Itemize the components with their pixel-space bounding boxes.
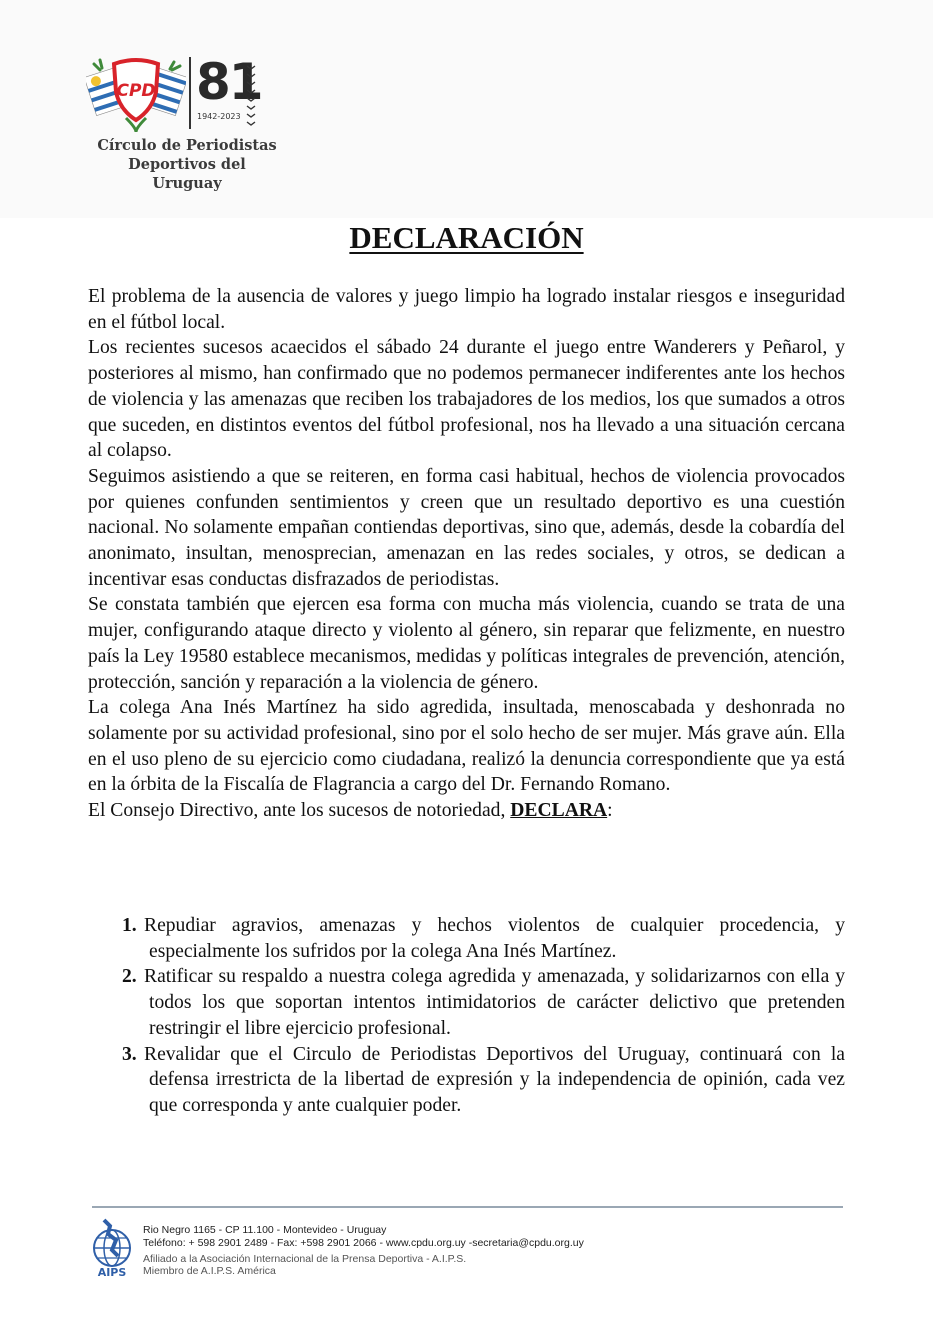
declaration-number: 1. [122, 915, 137, 936]
organization-name-line1: Círculo de Periodistas [97, 137, 277, 154]
aips-globe-icon [88, 1216, 136, 1278]
footer-contact-line: Teléfono: + 598 2901 2489 - Fax: +598 2901 2066 - www.cpdu.org.uy -secretaria@cpdu.org.uy [143, 1236, 584, 1249]
footer-divider [92, 1206, 843, 1208]
aips-logo-text: AIPS [97, 1266, 127, 1278]
document-body [88, 284, 845, 824]
declaration-item [122, 964, 845, 1041]
organization-name [92, 136, 282, 193]
declarations-list [122, 913, 845, 1119]
declaration-item [122, 913, 845, 964]
organization-name-line2: Deportivos del Uruguay [128, 156, 246, 192]
anniversary-years: 1942-2023 [197, 112, 241, 121]
declara-keyword: DECLARA [510, 800, 608, 822]
declara-intro: El Consejo Directivo, ante los sucesos de notoriedad, [88, 800, 511, 822]
logo-divider [189, 57, 191, 129]
declara-intro-paragraph [88, 798, 845, 824]
footer-affiliation: Afiliado a la Asociación Internacional de la Prensa Deportiva - A.I.P.S. [143, 1252, 467, 1265]
footer-address: Rio Negro 1165 - CP 11.100 - Montevideo - Uruguay [143, 1224, 387, 1236]
paragraph: Se constata también que ejercen esa forma con mucha más violencia, cuando se trata de una mujer, configurando ataque directo y violento al género, sin reparar que felizmente, en nuestro país la Ley 19580 establece mecanismos, medidas y políticas integrales de prevención, atención, protección, sanción y reparación a la violencia de género. [88, 594, 845, 693]
cpdu-logo [86, 52, 277, 192]
declaration-number: 2. [122, 966, 137, 988]
footer-membership: Miembro de A.I.P.S. América [143, 1265, 276, 1278]
footer-contact [143, 1224, 584, 1278]
declaration-text: Ratificar su respaldo a nuestra colega agredida y amenazada, y solidarizarnos con ella y todos los que soportan intentos intimidatorios de carácter delictivo que pretenden restringir el libre ejercicio profesional. [144, 966, 845, 1039]
document-title: DECLARACIÓN [349, 220, 584, 255]
declaration-text: Repudiar agravios, amenazas y hechos violentos de cualquier procedencia, y especialmente los sufridos por la colega Ana Inés Martínez. [144, 915, 845, 962]
declaration-text: Revalidar que el Circulo de Periodistas Deportivos del Uruguay, continuará con la defensa irrestricta de la libertad de expresión y la independencia de opinión, cada vez que corresponda y ante cualquier poder. [144, 1043, 845, 1116]
paragraph: El problema de la ausencia de valores y juego limpio ha logrado instalar riesgos e inseguridad en el fútbol local. [88, 286, 845, 333]
crest-icon [86, 52, 186, 132]
paragraph: Los recientes sucesos acaecidos el sábado 24 durante el juego entre Wanderers y Peñarol, y posteriores al mismo, han confirmado que no podemos permanecer indiferentes ante los hechos de violencia y las amenazas que reciben los trabajadores de los medios, los que sumados a otros que suceden, en distintos eventos del fútbol profesional, nos ha llevado a una situación cercana al colapso. [88, 337, 845, 462]
paragraph: La colega Ana Inés Martínez ha sido agredida, insultada, menoscabada y deshonrada no solamente por su actividad profesional, sino por el solo hecho de ser mujer. Más grave aún. Ella en el uso pleno de su ejercicio como ciudadana, realizó la denuncia correspondiente que ya está en la órbita de la Fiscalía de Flagrancia a cargo del Dr. Fernando Romano. [88, 697, 845, 796]
declaration-item [122, 1042, 845, 1119]
declara-colon: : [607, 800, 613, 822]
declaration-number: 3. [122, 1043, 137, 1065]
anniversary-number: 81 [196, 53, 262, 111]
laurel-icon [246, 64, 256, 126]
svg-text:CPD: CPD [116, 81, 156, 101]
paragraph: Seguimos asistiendo a que se reiteren, en forma casi habitual, hechos de violencia provocados por quienes confunden sentimientos y creen que un resultado deportivo es una cuestión nacional. No solamente empañan contiendas deportivas, sino que, además, desde la cobardía del anonimato, insultan, menosprecian, amenazan en las redes sociales, y otros, se dedican a incentivar esas conductas disfrazados de periodistas. [88, 465, 845, 590]
